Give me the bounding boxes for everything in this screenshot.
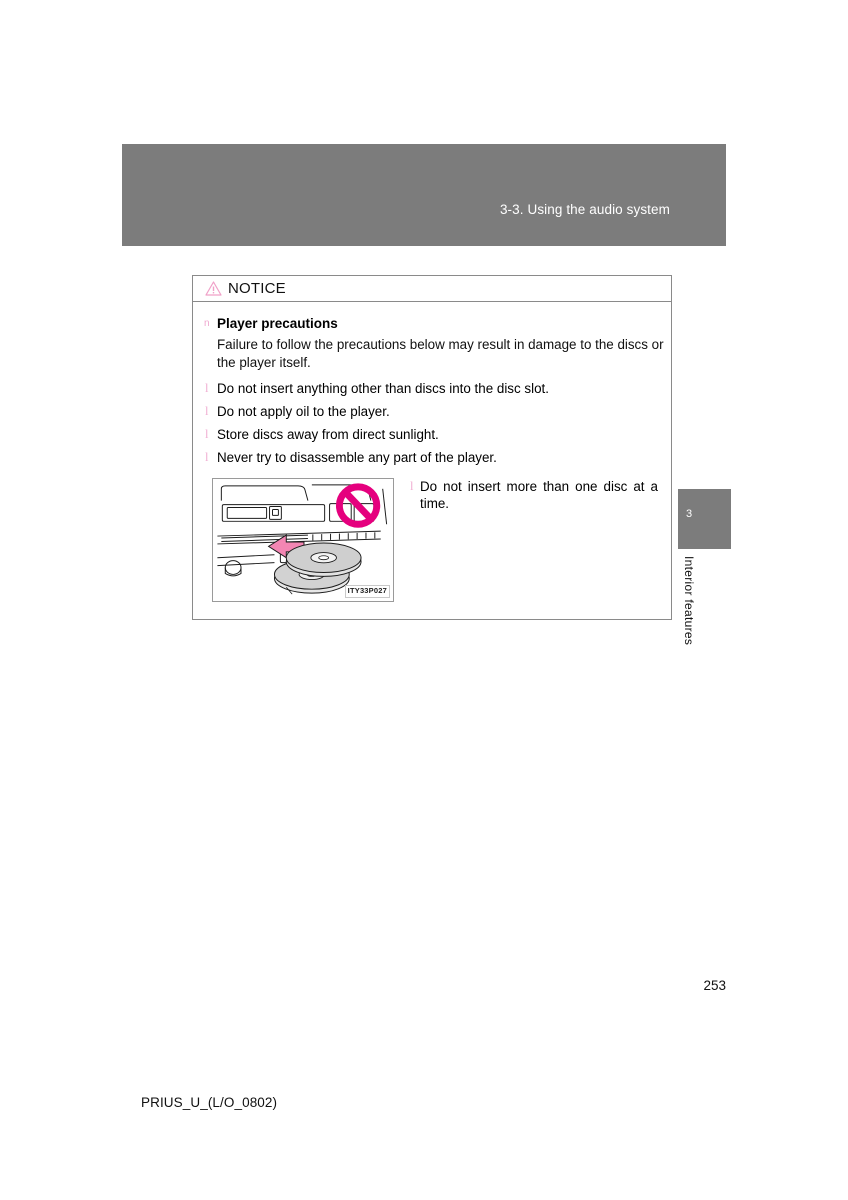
- figure-note-label: Do not insert more than one disc at a time.: [420, 478, 658, 511]
- chapter-number: 3: [686, 508, 693, 520]
- figure-note-row: [408, 478, 658, 602]
- precaution-list: [203, 380, 661, 467]
- figure-row: [212, 478, 661, 602]
- list-item: [203, 403, 661, 421]
- list-item-label: Do not apply oil to the player.: [217, 404, 390, 419]
- list-bullet-icon: l: [410, 478, 414, 493]
- page-number: 253: [703, 978, 726, 993]
- figure-caption: ITY33P027: [345, 585, 390, 598]
- list-item-label: Never try to disassemble any part of the player.: [217, 450, 497, 465]
- player-precautions-heading-row: [203, 315, 661, 332]
- notice-intro-paragraph: Failure to follow the precautions below may result in damage to the discs or the player itself.: [217, 337, 664, 370]
- chapter-tab: [678, 489, 731, 549]
- list-item: [203, 426, 661, 444]
- heading-bullet-marker: n: [204, 318, 210, 329]
- list-item-label: Do not insert anything other than discs into the disc slot.: [217, 381, 549, 396]
- notice-body: [193, 302, 671, 602]
- section-header-title: 3-3. Using the audio system: [499, 202, 670, 217]
- list-bullet-icon: l: [205, 450, 209, 464]
- audio-unit-figure: [212, 478, 394, 602]
- list-bullet-icon: l: [205, 427, 209, 441]
- list-item: [203, 449, 661, 467]
- player-precautions-heading: Player precautions: [217, 316, 338, 331]
- section-header-band: [122, 144, 726, 246]
- notice-title: NOTICE: [228, 280, 286, 297]
- notice-box: [192, 275, 672, 620]
- footer-code: PRIUS_U_(L/O_0802): [141, 1095, 278, 1110]
- no-entry-icon: [339, 486, 376, 523]
- chapter-label: Interior features: [682, 556, 696, 646]
- list-bullet-icon: l: [205, 404, 209, 418]
- audio-unit-illustration: [213, 479, 393, 601]
- list-item: [203, 380, 661, 398]
- list-bullet-icon: l: [205, 381, 209, 395]
- warning-triangle-icon: [205, 281, 222, 296]
- list-item-label: Store discs away from direct sunlight.: [217, 427, 439, 442]
- notice-title-bar: [193, 276, 671, 302]
